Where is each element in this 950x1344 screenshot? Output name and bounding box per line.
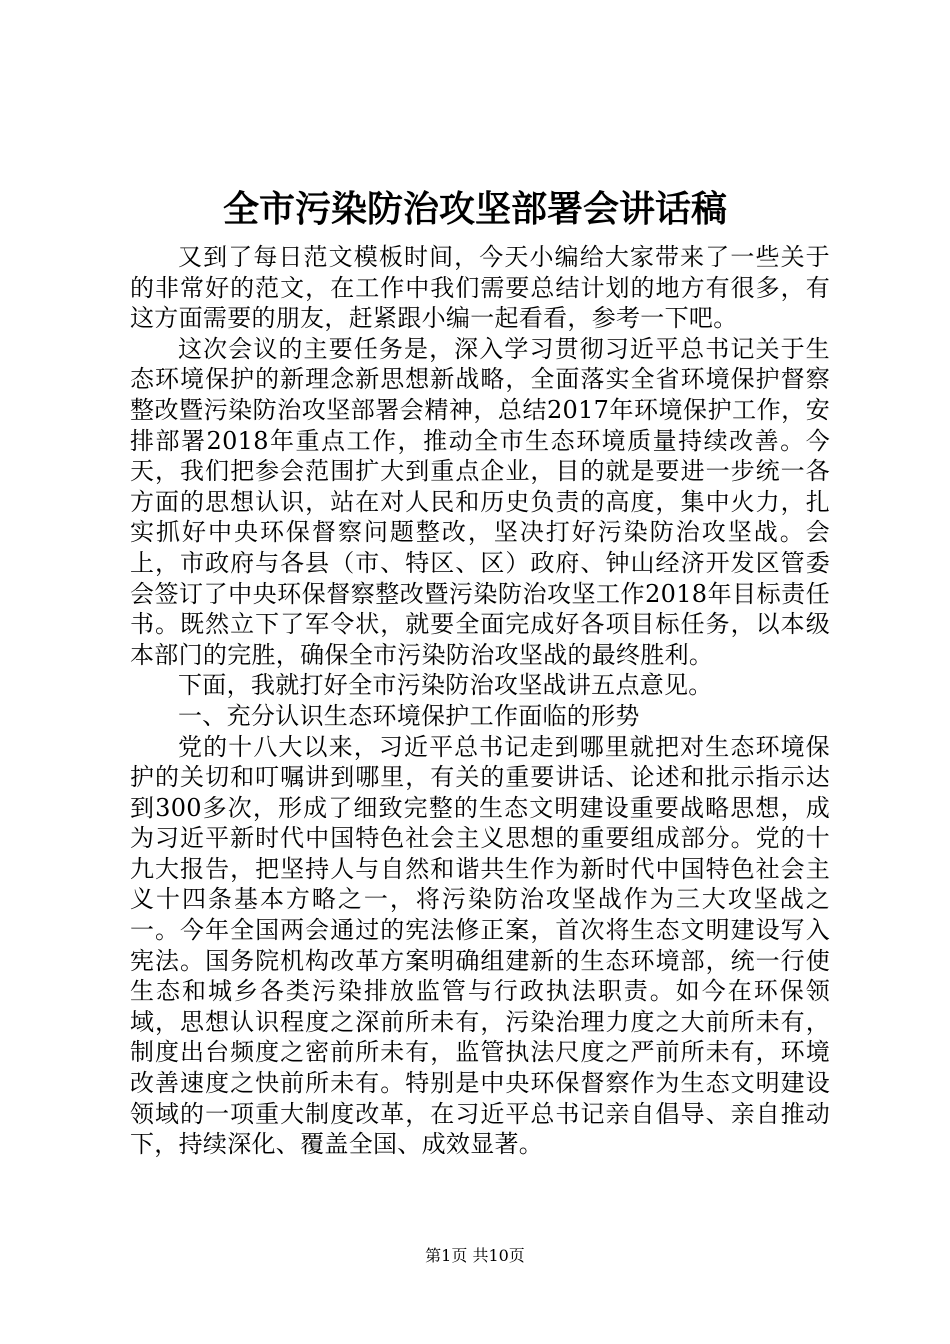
section-heading-1: 一、充分认识生态环境保护工作面临的形势 — [178, 701, 640, 730]
document-title: 全市污染防治攻坚部署会讲话稿 — [222, 188, 727, 230]
paragraph-five-points: 下面，我就打好全市污染防治攻坚战讲五点意见。 — [178, 671, 713, 700]
document-body — [130, 242, 830, 1160]
paragraph-situation: 党的十八大以来，习近平总书记走到哪里就把对生态环境保护的关切和叮嘱讲到哪里，有关的重要讲话、论述和批示指示达到300多次，形成了细致完整的生态文明建设重要战略思想，成为习近平新时代中国特色社会主义思想的重要组成部分。党的十九大报告，把坚持人与自然和谐共生作为新时代中国特色社会主义十四条基本方略之一，将污染防治攻坚战作为三大攻坚战之一。今年全国两会通过的宪法修正案，首次将生态文明建设写入宪法。国务院机构改革方案明确组建新的生态环境部，统一行使生态和城乡各类污染排放监管与行政执法职责。如今在环保领域，思想认识程度之深前所未有，污染治理力度之大前所未有，制度出台频度之密前所未有，监管执法尺度之严前所未有，环境改善速度之快前所未有。特别是中央环保督察作为生态文明建设领域的一项重大制度改革，在习近平总书记亲自倡导、亲自推动下，持续深化、覆盖全国、成效显著。 — [130, 732, 830, 1159]
paragraph-intro: 又到了每日范文模板时间，今天小编给大家带来了一些关于的非常好的范文，在工作中我们需要总结计划的地方有很多，有这方面需要的朋友，赶紧跟小编一起看看，参考一下吧。 — [130, 243, 830, 333]
page-number: 第1页 共10页 — [425, 1246, 525, 1265]
paragraph-meeting-task: 这次会议的主要任务是，深入学习贯彻习近平总书记关于生态环境保护的新理念新思想新战略，全面落实全省环境保护督察整改暨污染防治攻坚部署会精神，总结2017年环境保护工作，安排部署2018年重点工作，推动全市生态环境质量持续改善。今天，我们把参会范围扩大到重点企业，目的就是要进一步统一各方面的思想认识，站在对人民和历史负责的高度，集中火力，扎实抓好中央环保督察问题整改，坚决打好污染防治攻坚战。会上，市政府与各县（市、特区、区）政府、钟山经济开发区管委会签订了中央环保督察整改暨污染防治攻坚工作2018年目标责任书。既然立下了军令状，就要全面完成好各项目标任务，以本级本部门的完胜，确保全市污染防治攻坚战的最终胜利。 — [130, 334, 830, 669]
